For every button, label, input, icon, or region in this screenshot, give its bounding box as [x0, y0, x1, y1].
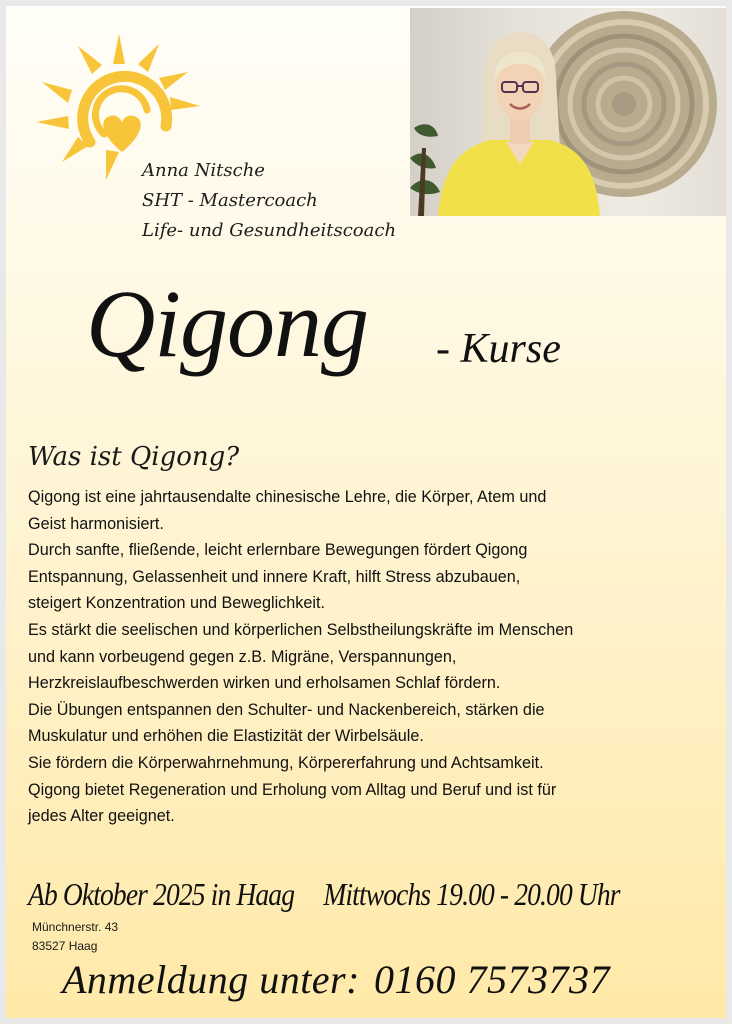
intro-line: Herzkreislaufbeschwerden wirken und erholsamen Schlaf fördern. [28, 674, 501, 693]
address [32, 918, 118, 956]
intro-line: Muskulatur und erhöhen die Elastizität der Wirbelsäule. [28, 727, 424, 746]
coach-description: Life- und Gesundheitscoach [142, 220, 397, 241]
schedule-line [28, 876, 649, 913]
intro-line: jedes Alter geeignet. [28, 807, 175, 826]
coach-role: SHT - Mastercoach [142, 190, 318, 211]
coach-info [142, 156, 396, 246]
page-subtitle: - Kurse [436, 326, 561, 372]
intro-line: Qigong bietet Regeneration und Erholung vom Alltag und Beruf und ist für [28, 780, 557, 799]
schedule-start: Ab Oktober 2025 in Haag [28, 876, 295, 912]
intro-line: Durch sanfte, fließende, leicht erlernbare Bewegungen fördert Qigong [28, 541, 528, 560]
schedule-time: Mittwochs 19.00 - 20.00 Uhr [323, 876, 620, 912]
intro-line: Die Übungen entspannen den Schulter- und Nackenbereich, stärken die [28, 700, 545, 719]
intro-line: Entspannung, Gelassenheit und innere Kraft, hilft Stress abzubauen, [28, 567, 521, 586]
intro-line: steigert Konzentration und Beweglichkeit. [28, 594, 325, 613]
coach-name: Anna Nitsche [142, 160, 265, 181]
signup-label: Anmeldung unter: [62, 957, 360, 1002]
intro-line: und kann vorbeugend gegen z.B. Migräne, Verspannungen, [28, 647, 457, 666]
intro-line: Qigong ist eine jahrtausendalte chinesische Lehre, die Körper, Atem und [28, 488, 547, 506]
intro-line: Es stärkt die seelischen und körperlichen Selbstheilungskräfte im Menschen [28, 620, 574, 639]
intro-line: Sie fördern die Körperwahrnehmung, Körpererfahrung und Achtsamkeit. [28, 753, 544, 772]
portrait-photo [410, 8, 726, 216]
flyer-page [6, 6, 726, 1018]
intro-line: Geist harmonisiert. [28, 514, 164, 533]
signup-phone: 0160 7573737 [373, 957, 610, 1002]
section-heading: Was ist Qigong? [28, 442, 240, 472]
signup-line [62, 956, 610, 1003]
page-title: Qigong [86, 270, 368, 377]
address-city: 83527 Haag [32, 939, 98, 953]
address-street: Münchnerstr. 43 [32, 920, 119, 934]
plant [410, 124, 440, 216]
intro-text [28, 484, 708, 830]
